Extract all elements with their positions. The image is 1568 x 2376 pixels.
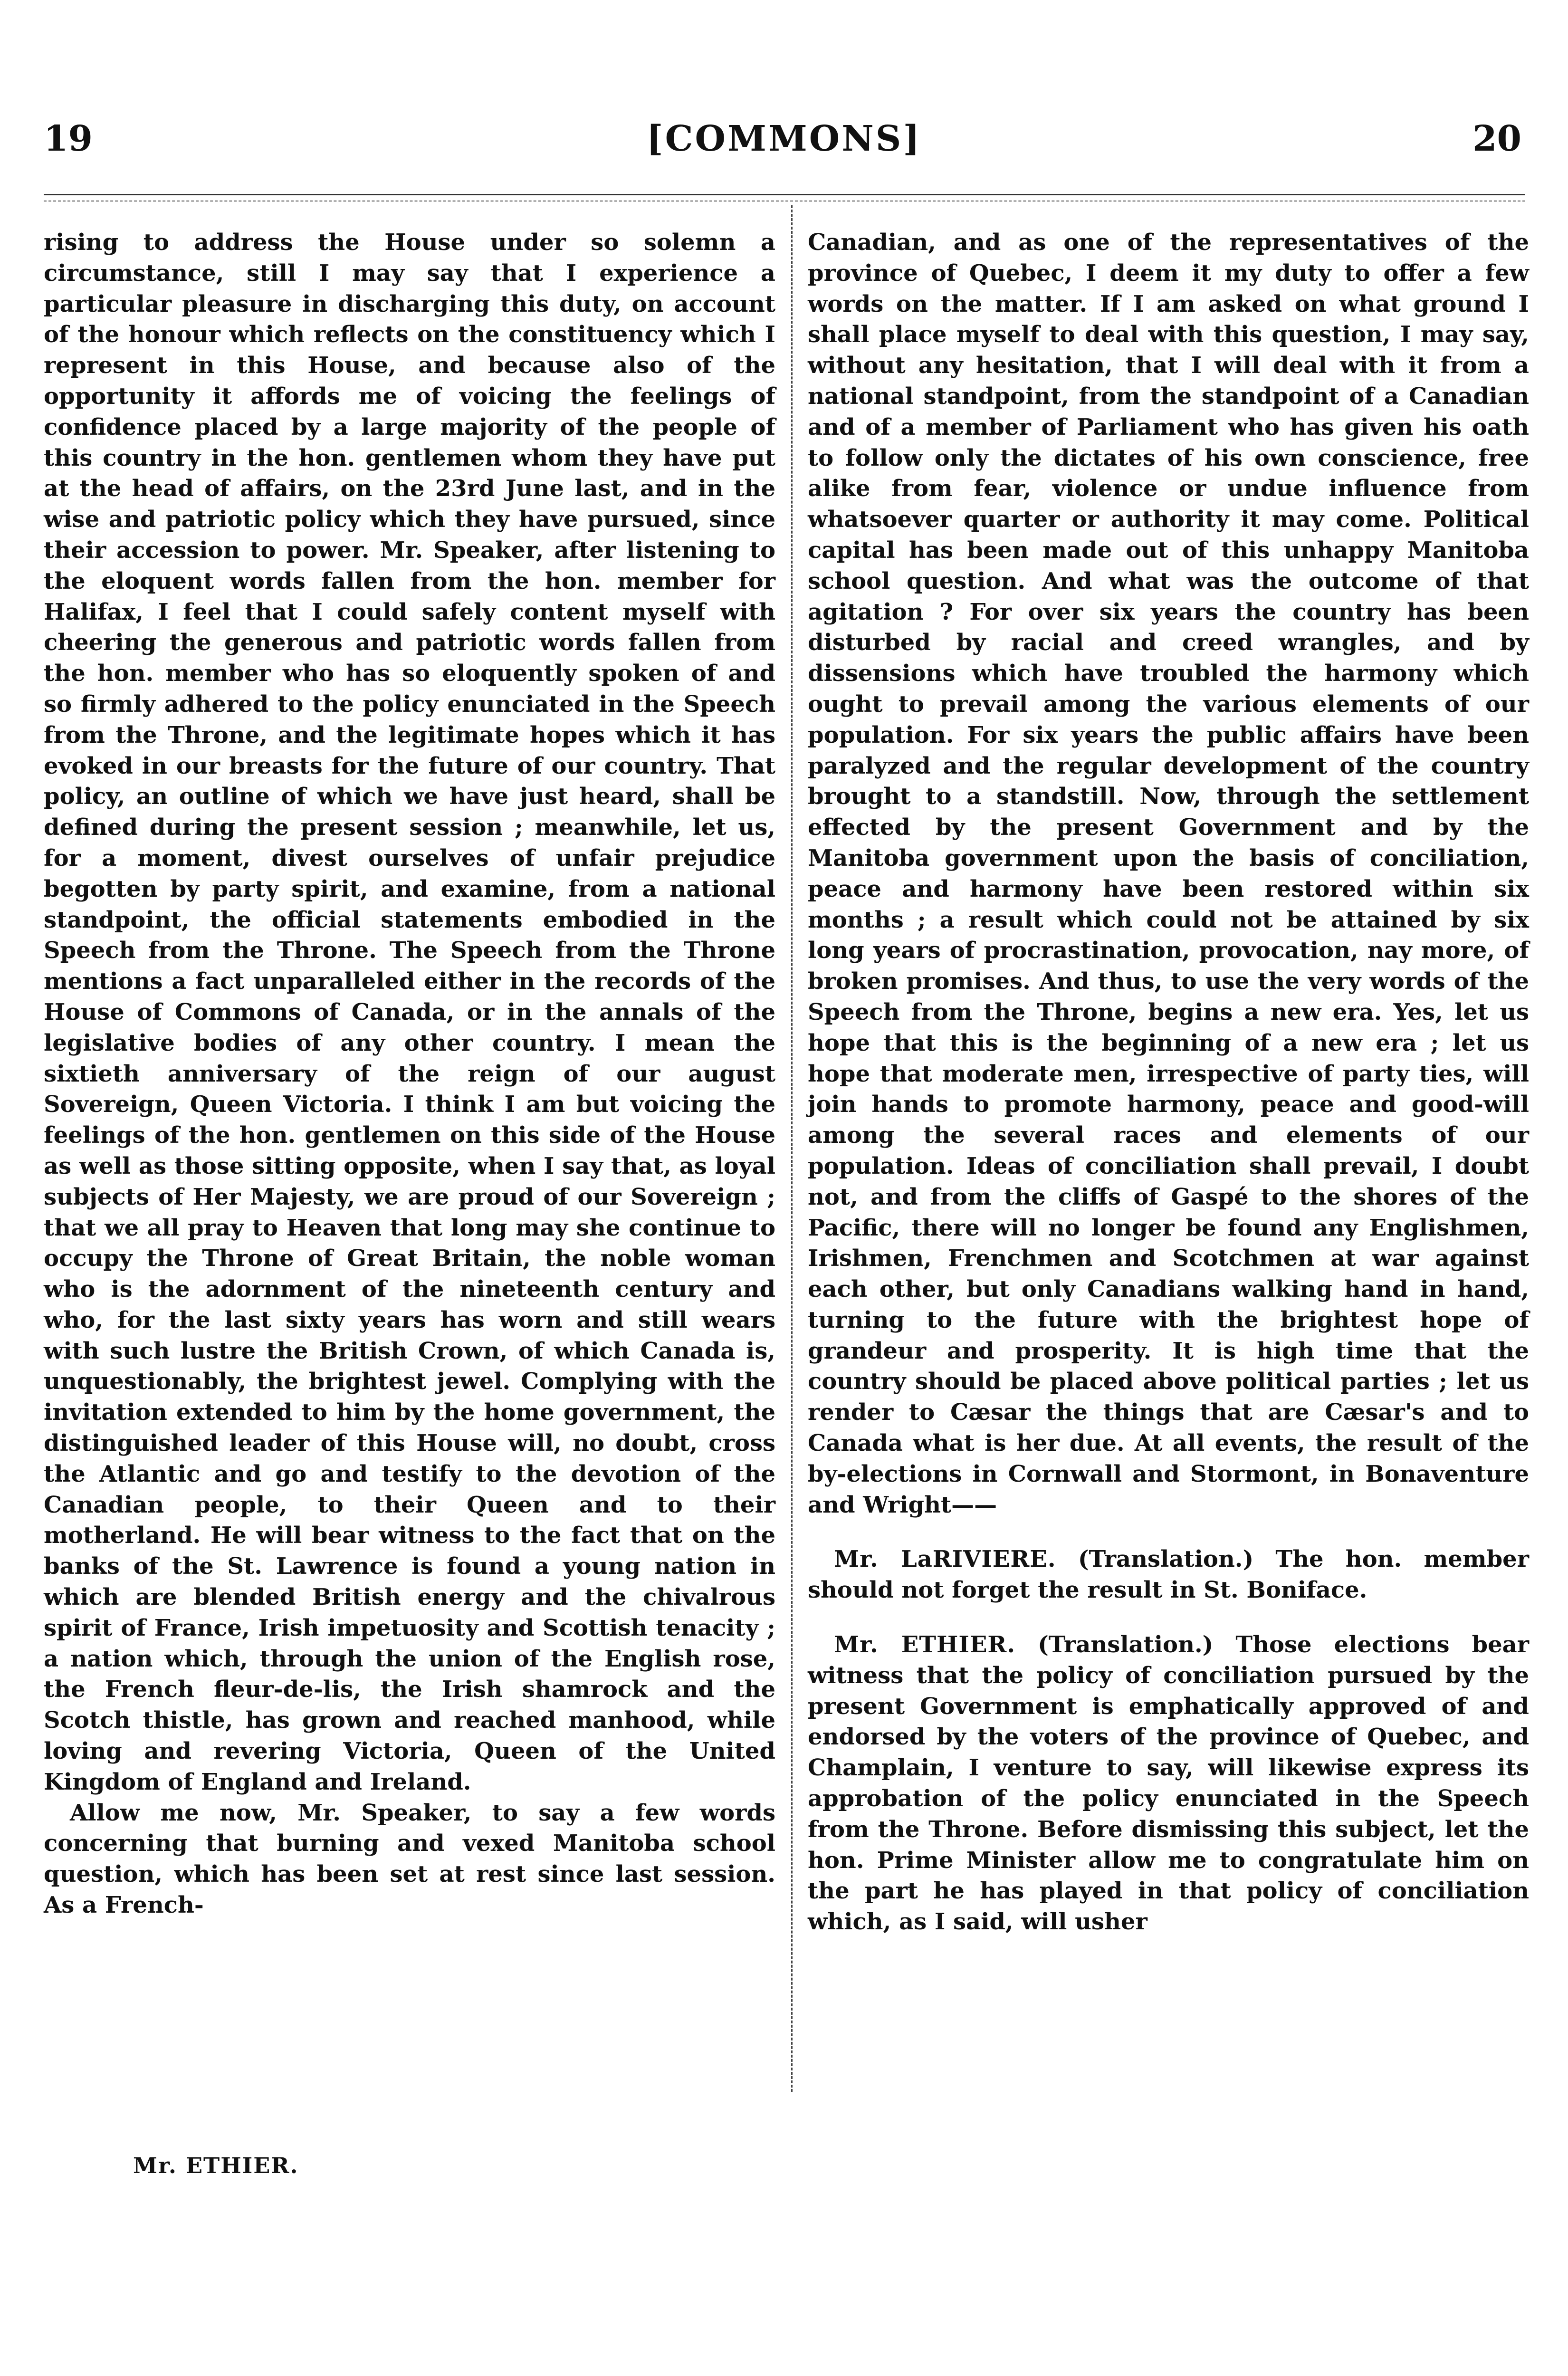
speaker-name: Mr. ETHIER.: [834, 1631, 1016, 1658]
footer-speaker-name: Mr. ETHIER.: [133, 2153, 299, 2178]
header-rule: [44, 194, 1525, 195]
paragraph: Canadian, and as one of the representatives of the province of Quebec, I deem it my duty to offer a few words on the matter. If I am asked on what ground I shall place myself to deal with this question, I may say, without any hesitation, that I will deal with it from a national standpoint, from the standpoint of a Canadian and of a member of Parliament who has given his oath to follow only the dictates of his own conscience, free alike from fear, violence or undue influence from whatsoever quarter or authority it may come. Political capital has been made out of this unhappy Manitoba school question. And what was the outcome of that agitation ? For over six years the country has been disturbed by racial and creed wrangles, and by dissensions which have troubled the harmony which ought to prevail among the various elements of our population. For six years the public affairs have been paralyzed and the regular development of the country brought to a standstill. Now, through the settlement effected by the present Government and by the Manitoba government upon the basis of conciliation, peace and harmony have been restored within six months ; a result which could not be attained by six long years of procrastination, provocation, nay more, of broken promises. And thus, to use the very words of the Speech from the Throne, begins a new era. Yes, let us hope that this is the beginning of a new era ; let us hope that moderate men, irrespective of party ties, will join hands to promote harmony, peace and good-will among the several races and elements of our population. Ideas of conciliation shall prevail, I doubt not, and from the cliffs of Gaspé to the shores of the Pacific, there will no longer be found any Englishmen, Irishmen, Frenchmen and Scotchmen at war against each other, but only Canadians walking hand in hand, turning to the future with the brightest hope of grandeur and prosperity. It is high time that the country should be placed above political parties ; let us render to Cæsar the things that are Cæsar's and to Canada what is her due. At all events, the result of the by-elections in Cornwall and Stormont, in Bonaventure and Wright——: [808, 229, 1529, 1518]
page-number-left: 19: [44, 118, 93, 159]
speech-text: (Translation.) Those elections bear witness that the policy of conciliation pursued by the present Government is emphatically approved of and endorsed by the voters of the province of Quebec, and Champlain, I venture to say, will likewise express its approbation of the policy enunciated in the Speech from the Throne. Before dismissing this subject, let the hon. Prime Minister allow me to congratulate him on the part he has played in that policy of conciliation which, as I said, will usher: [808, 1631, 1530, 1935]
paragraph: rising to address the House under so solemn a circumstance, still I may say that I experience a particular pleasure in discharging this duty, on account of the honour which reflects on the constituency which I represent in this House, and because also of the opportunity it affords me of voicing the feelings of confidence placed by a large majority of the people of this country in the hon. gentlemen whom they have put at the head of affairs, on the 23rd June last, and in the wise and patriotic policy which they have pursued, since their accession to power. Mr. Speaker, after listening to the eloquent words fallen from the hon. member for Halifax, I feel that I could safely content myself with cheering the generous and patriotic words fallen from the hon. member who has so eloquently spoken of and so firmly adhered to the policy enunciated in the Speech from the Throne, and the legitimate hopes which it has evoked in our breasts for the future of our country. That policy, an outline of which we have just heard, shall be defined during the present session ; meanwhile, let us, for a moment, divest ourselves of unfair prejudice begotten by party spirit, and examine, from a national standpoint, the official statements embodied in the Speech from the Throne. The Speech from the Throne mentions a fact unparalleled either in the records of the House of Commons of Canada, or in the annals of the legislative bodies of any other country. I mean the sixtieth anniversary of the reign of our august Sovereign, Queen Victoria. I think I am but voicing the feelings of the hon. gentlemen on this side of the House as well as those sitting opposite, when I say that, as loyal subjects of Her Majesty, we are proud of our Sovereign ; that we all pray to Heaven that long may she continue to occupy the Throne of Great Britain, the noble woman who is the adornment of the nineteenth century and who, for the last sixty years has worn and still wears with such lustre the British Crown, of which Canada is, unquestionably, the brightest jewel. Complying with the invitation extended to him by the home government, the distinguished leader of this House will, no doubt, cross the Atlantic and go and testify to the devotion of the Canadian people, to their Queen and to their motherland. He will bear witness to the fact that on the banks of the St. Lawrence is found a young nation in which are blended British energy and the chivalrous spirit of France, Irish impetuosity and Scottish tenacity ; a nation which, through the union of the English rose, the French fleur-de-lis, the Irish shamrock and the Scotch thistle, has grown and reached manhood, while loving and revering Victoria, Queen of the United Kingdom of England and Ireland.: [44, 229, 775, 1795]
speech-text: (Translation.) The hon. member should not forget the result in St. Boniface.: [808, 1546, 1529, 1604]
speaker-name: Mr. LaRIVIERE.: [834, 1546, 1056, 1573]
running-head: [COMMONS]: [646, 118, 922, 159]
column-divider: [791, 205, 793, 2092]
page-number-right: 20: [1472, 118, 1521, 159]
right-column: [808, 227, 1529, 2095]
speech-paragraph: [808, 1629, 1529, 1937]
paragraph: Allow me now, Mr. Speaker, to say a few words concerning that burning and vexed Manitoba school question, which has been set at rest since last session. As a French-: [44, 1799, 775, 1919]
speech-paragraph: [808, 1544, 1529, 1606]
left-column: [44, 227, 775, 2095]
